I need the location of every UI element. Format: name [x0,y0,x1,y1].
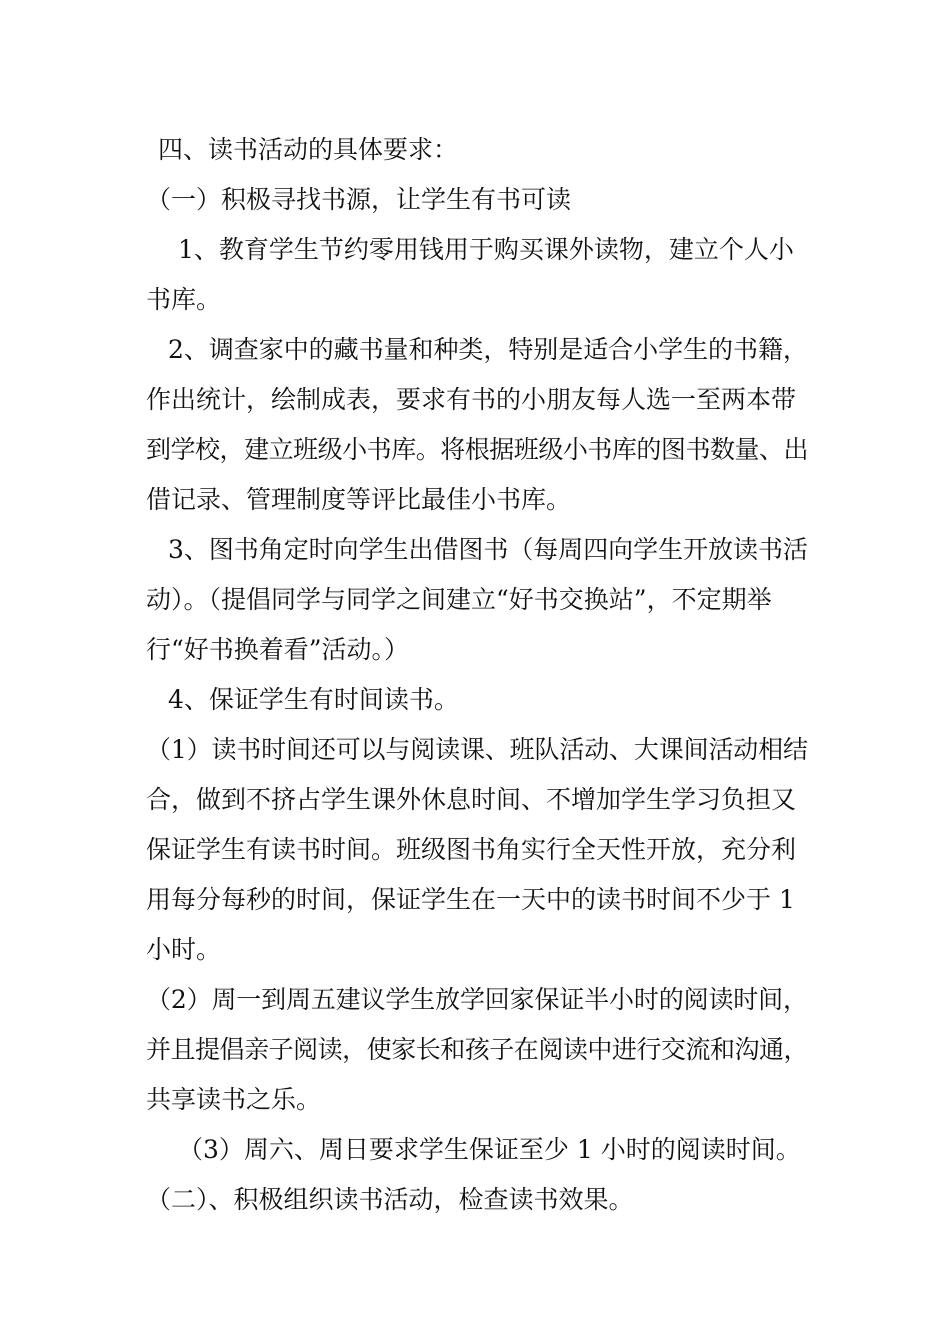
subsection-heading: （一）积极寻找书源，让学生有书可读 [146,185,572,214]
paragraph-line: 行“好书换着看”活动。） [146,635,410,664]
paragraph-line: 2、调查家中的藏书量和种类，特别是适合小学生的书籍， [168,335,808,364]
paragraph-line: 共享读书之乐。 [146,1085,322,1114]
paragraph-line: 到学校，建立班级小书库。将根据班级小书库的图书数量、出 [146,435,809,464]
subsection-heading: （二）、积极组织读书活动，检查读书效果。 [146,1185,634,1214]
paragraph-line: （1）读书时间还可以与阅读课、班队活动、大课间活动相结 [146,735,808,764]
paragraph-line: 用每分每秒的时间，保证学生在一天中的读书时间不少于 1 [146,885,795,914]
paragraph-line: 并且提倡亲子阅读，使家长和孩子在阅读中进行交流和沟通， [146,1035,809,1064]
paragraph-line: 合，做到不挤占学生课外休息时间、不增加学生学习负担又 [146,785,797,814]
paragraph-line: 保证学生有读书时间。班级图书角实行全天性开放，充分利 [146,835,797,864]
paragraph-line: （2）周一到周五建议学生放学回家保证半小时的阅读时间， [146,985,808,1014]
paragraph-line: 动）。（提倡同学与同学之间建立“好书交换站”，不定期举 [146,585,772,614]
paragraph-line: （3）周六、周日要求学生保证至少 1 小时的阅读时间。 [178,1135,801,1164]
paragraph-line: 书库。 [146,285,222,314]
paragraph-line: 借记录、管理制度等评比最佳小书库。 [146,485,572,514]
paragraph-line: 4、保证学生有时间读书。 [168,685,459,714]
paragraph-line: 作出统计，绘制成表，要求有书的小朋友每人选一至两本带 [146,385,797,414]
paragraph-line: 1、教育学生节约零用钱用于购买课外读物，建立个人小 [178,235,794,264]
section-heading: 四、读书活动的具体要求： [158,135,459,164]
paragraph-line: 小时。 [146,935,222,964]
paragraph-line: 3、图书角定时向学生出借图书（每周四向学生开放读书活 [168,535,808,564]
